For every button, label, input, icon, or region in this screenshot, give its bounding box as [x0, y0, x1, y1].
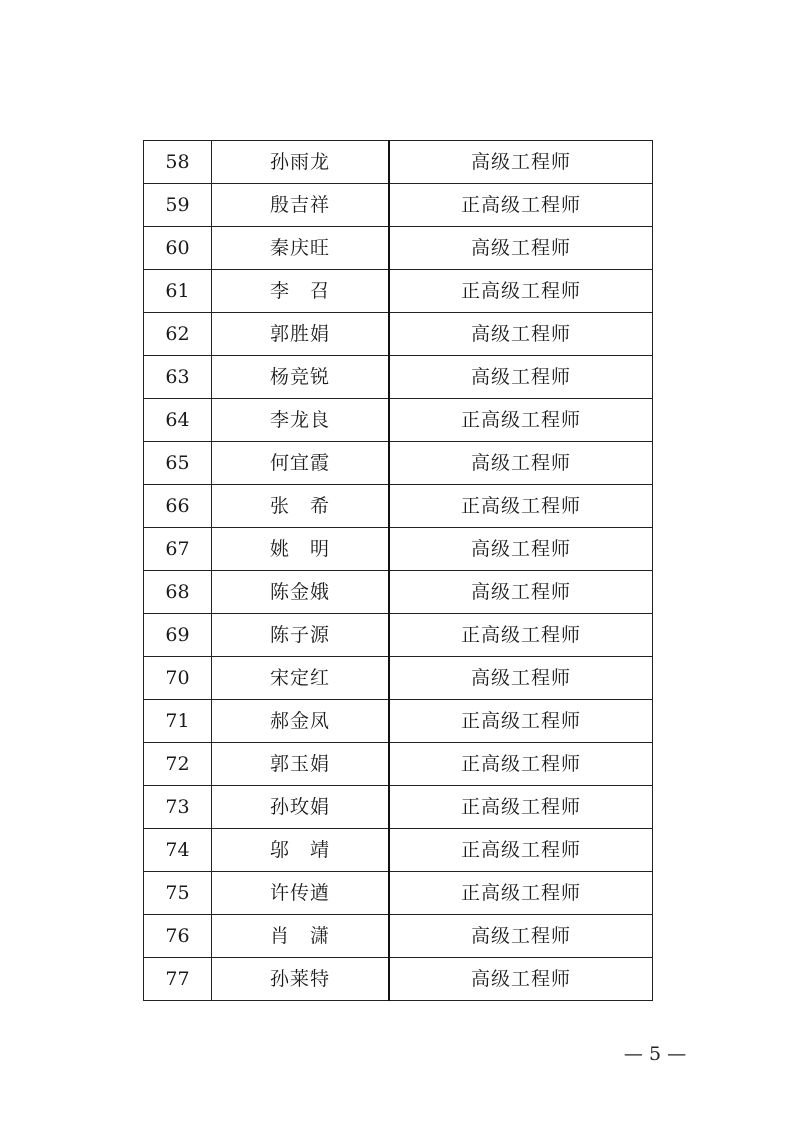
row-number: 69 [144, 614, 212, 657]
professional-title: 高级工程师 [389, 657, 653, 700]
table-row [144, 528, 653, 571]
person-name: 殷吉祥 [212, 184, 390, 227]
table-row [144, 958, 653, 1001]
professional-title: 高级工程师 [389, 958, 653, 1001]
table-row [144, 270, 653, 313]
row-number: 68 [144, 571, 212, 614]
page-number: — 5 — [623, 1043, 687, 1065]
table-row [144, 786, 653, 829]
table-row [144, 141, 653, 184]
professional-title: 高级工程师 [389, 313, 653, 356]
person-name: 宋定红 [212, 657, 390, 700]
row-number: 58 [144, 141, 212, 184]
professional-title: 高级工程师 [389, 571, 653, 614]
person-name: 邬 靖 [212, 829, 390, 872]
professional-title: 正高级工程师 [389, 270, 653, 313]
person-name: 肖 潇 [212, 915, 390, 958]
person-name: 何宜霞 [212, 442, 390, 485]
professional-title: 正高级工程师 [389, 184, 653, 227]
professional-title: 高级工程师 [389, 442, 653, 485]
person-name: 秦庆旺 [212, 227, 390, 270]
professional-title: 高级工程师 [389, 356, 653, 399]
row-number: 59 [144, 184, 212, 227]
row-number: 66 [144, 485, 212, 528]
row-number: 63 [144, 356, 212, 399]
row-number: 61 [144, 270, 212, 313]
table-row [144, 872, 653, 915]
row-number: 70 [144, 657, 212, 700]
row-number: 71 [144, 700, 212, 743]
person-name: 郝金凤 [212, 700, 390, 743]
table-row [144, 743, 653, 786]
personnel-table-body [144, 141, 653, 1001]
person-name: 孙莱特 [212, 958, 390, 1001]
professional-title: 正高级工程师 [389, 399, 653, 442]
row-number: 77 [144, 958, 212, 1001]
person-name: 孙玫娟 [212, 786, 390, 829]
professional-title: 正高级工程师 [389, 485, 653, 528]
row-number: 74 [144, 829, 212, 872]
table-row [144, 829, 653, 872]
person-name: 姚 明 [212, 528, 390, 571]
table-row [144, 313, 653, 356]
table-row [144, 442, 653, 485]
table-row [144, 184, 653, 227]
professional-title: 正高级工程师 [389, 872, 653, 915]
table-row [144, 227, 653, 270]
professional-title: 高级工程师 [389, 227, 653, 270]
person-name: 杨竞锐 [212, 356, 390, 399]
person-name: 李 召 [212, 270, 390, 313]
table-row [144, 614, 653, 657]
table-row [144, 485, 653, 528]
person-name: 孙雨龙 [212, 141, 390, 184]
person-name: 郭胜娟 [212, 313, 390, 356]
table-row [144, 571, 653, 614]
person-name: 郭玉娟 [212, 743, 390, 786]
row-number: 76 [144, 915, 212, 958]
professional-title: 正高级工程师 [389, 700, 653, 743]
row-number: 62 [144, 313, 212, 356]
row-number: 75 [144, 872, 212, 915]
professional-title: 正高级工程师 [389, 829, 653, 872]
professional-title: 高级工程师 [389, 528, 653, 571]
person-name: 许传遒 [212, 872, 390, 915]
person-name: 李龙良 [212, 399, 390, 442]
row-number: 65 [144, 442, 212, 485]
person-name: 陈金娥 [212, 571, 390, 614]
professional-title: 正高级工程师 [389, 614, 653, 657]
person-name: 张 希 [212, 485, 390, 528]
professional-title: 高级工程师 [389, 141, 653, 184]
personnel-table [143, 140, 653, 1001]
professional-title: 正高级工程师 [389, 786, 653, 829]
row-number: 72 [144, 743, 212, 786]
row-number: 60 [144, 227, 212, 270]
row-number: 67 [144, 528, 212, 571]
row-number: 64 [144, 399, 212, 442]
table-row [144, 915, 653, 958]
professional-title: 高级工程师 [389, 915, 653, 958]
row-number: 73 [144, 786, 212, 829]
table-row [144, 700, 653, 743]
table-row [144, 657, 653, 700]
table-row [144, 399, 653, 442]
professional-title: 正高级工程师 [389, 743, 653, 786]
table-row [144, 356, 653, 399]
person-name: 陈子源 [212, 614, 390, 657]
